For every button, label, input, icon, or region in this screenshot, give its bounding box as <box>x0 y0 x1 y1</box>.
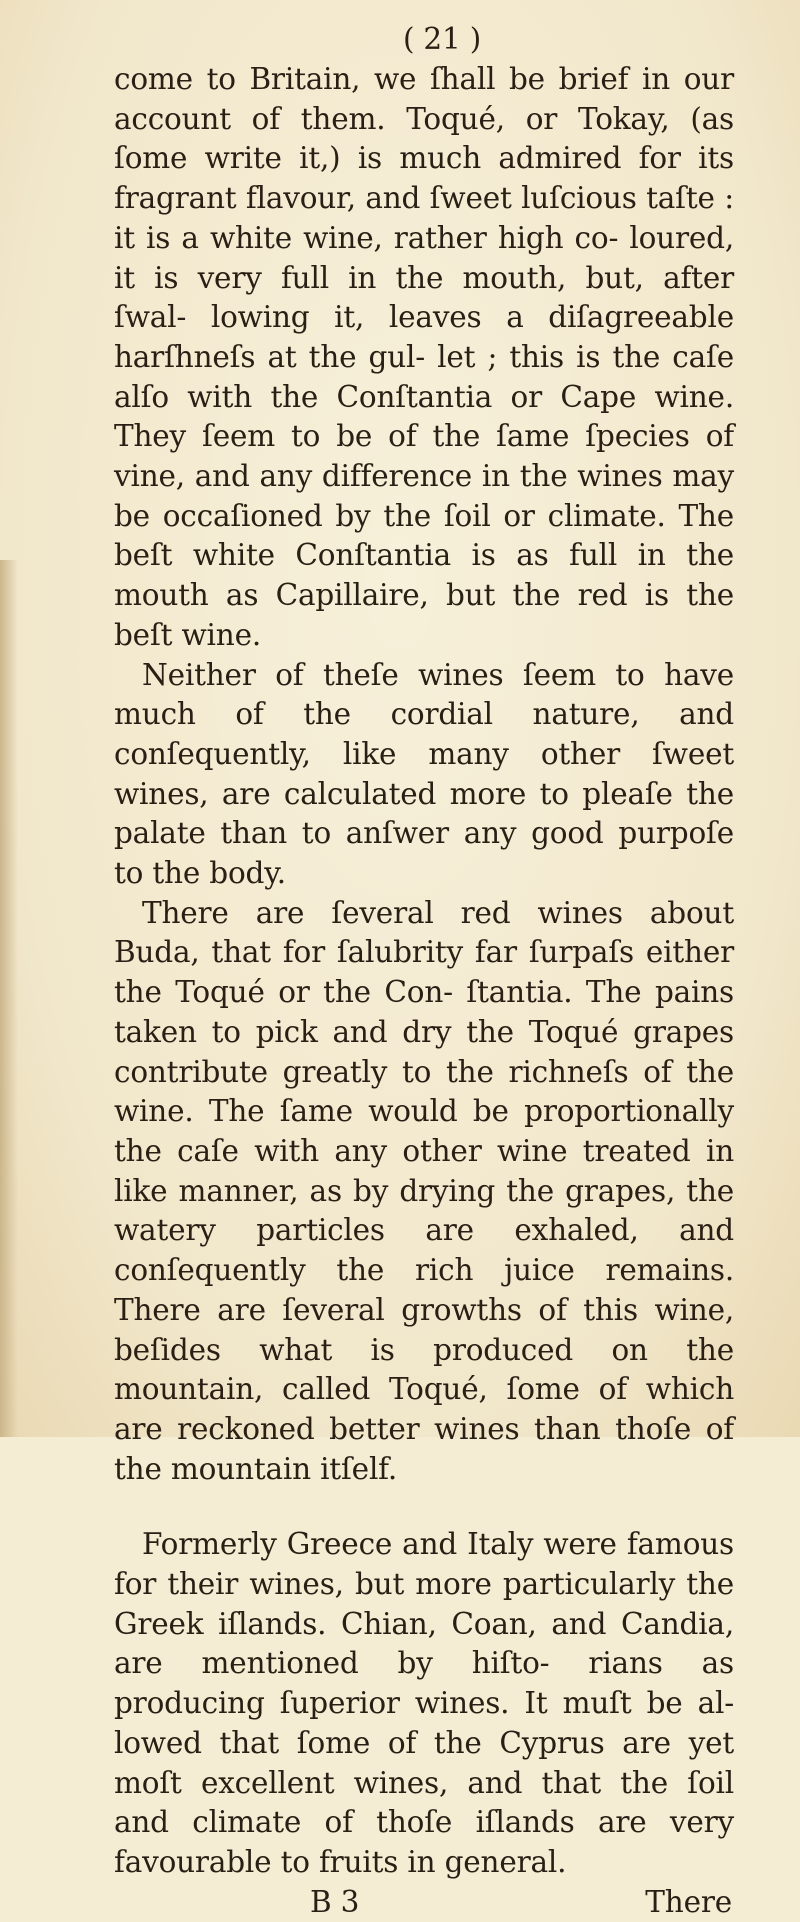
paragraph-2: Neither of theſe wines ſeem to have much of the cordial nature, and conſequently, like many other ſweet wines, are calculated more to pleaſe the palate than to anſwer any good purpoſe to the body. <box>114 657 734 891</box>
paragraph-1: come to Britain, we ſhall be brief in our account of them. Toqué, or Tokay, (as ſome write it,) is much admired for its fragrant flavour, and ſweet luſcious taſte : it is a white wine, rather high co- loured, it is very full in the mouth, but, after ſwal- lowing it, leaves a diſagreeable harſhneſs at the gul- let ; this is the caſe alſo with the Conſtantia or Cape wine. They ſeem to be of the ſame ſpecies of vine, and any difference in the wines may be occaſioned by the ſoil or climate. The beſt white Conſtantia is as full in the mouth as Capillaire, but the red is the beſt wine. <box>114 62 734 652</box>
page-footer <box>114 1883 734 1922</box>
paragraph-4: Formerly Greece and Italy were famous for their wines, but more particularly the Greek iſlands. Chian, Coan, and Candia, are mentioned by hiſto- rians as producing ſuperior wines. It muſt be al- lowed that ſome of the Cyprus are yet moſt excellent wines, and that the ſoil and climate of thoſe iſlands are very favourable to fruits in general. <box>114 1527 734 1879</box>
binding-shadow <box>0 560 18 1437</box>
signature-mark: B 3 <box>310 1884 360 1919</box>
catchword: There <box>645 1884 732 1919</box>
text-block <box>114 20 734 1922</box>
paragraph-3: There are ſeveral red wines about Buda, that for ſalubrity far ſurpaſs either the Toqué or the Con- ſtantia. The pains taken to pick and dry the Toqué grapes contribute greatly to the richneſs of the wine. The ſame would be proportionally the caſe with any other wine treated in like manner, as by drying the grapes, the watery particles are exhaled, and conſequently the rich juice remains. There are ſeveral growths of this wine, beſides what is produced on the mountain, called Toqué, ſome of which are reckoned better wines than thoſe of the mountain itſelf. <box>114 895 734 1486</box>
page-number: ( 21 ) <box>402 22 482 56</box>
